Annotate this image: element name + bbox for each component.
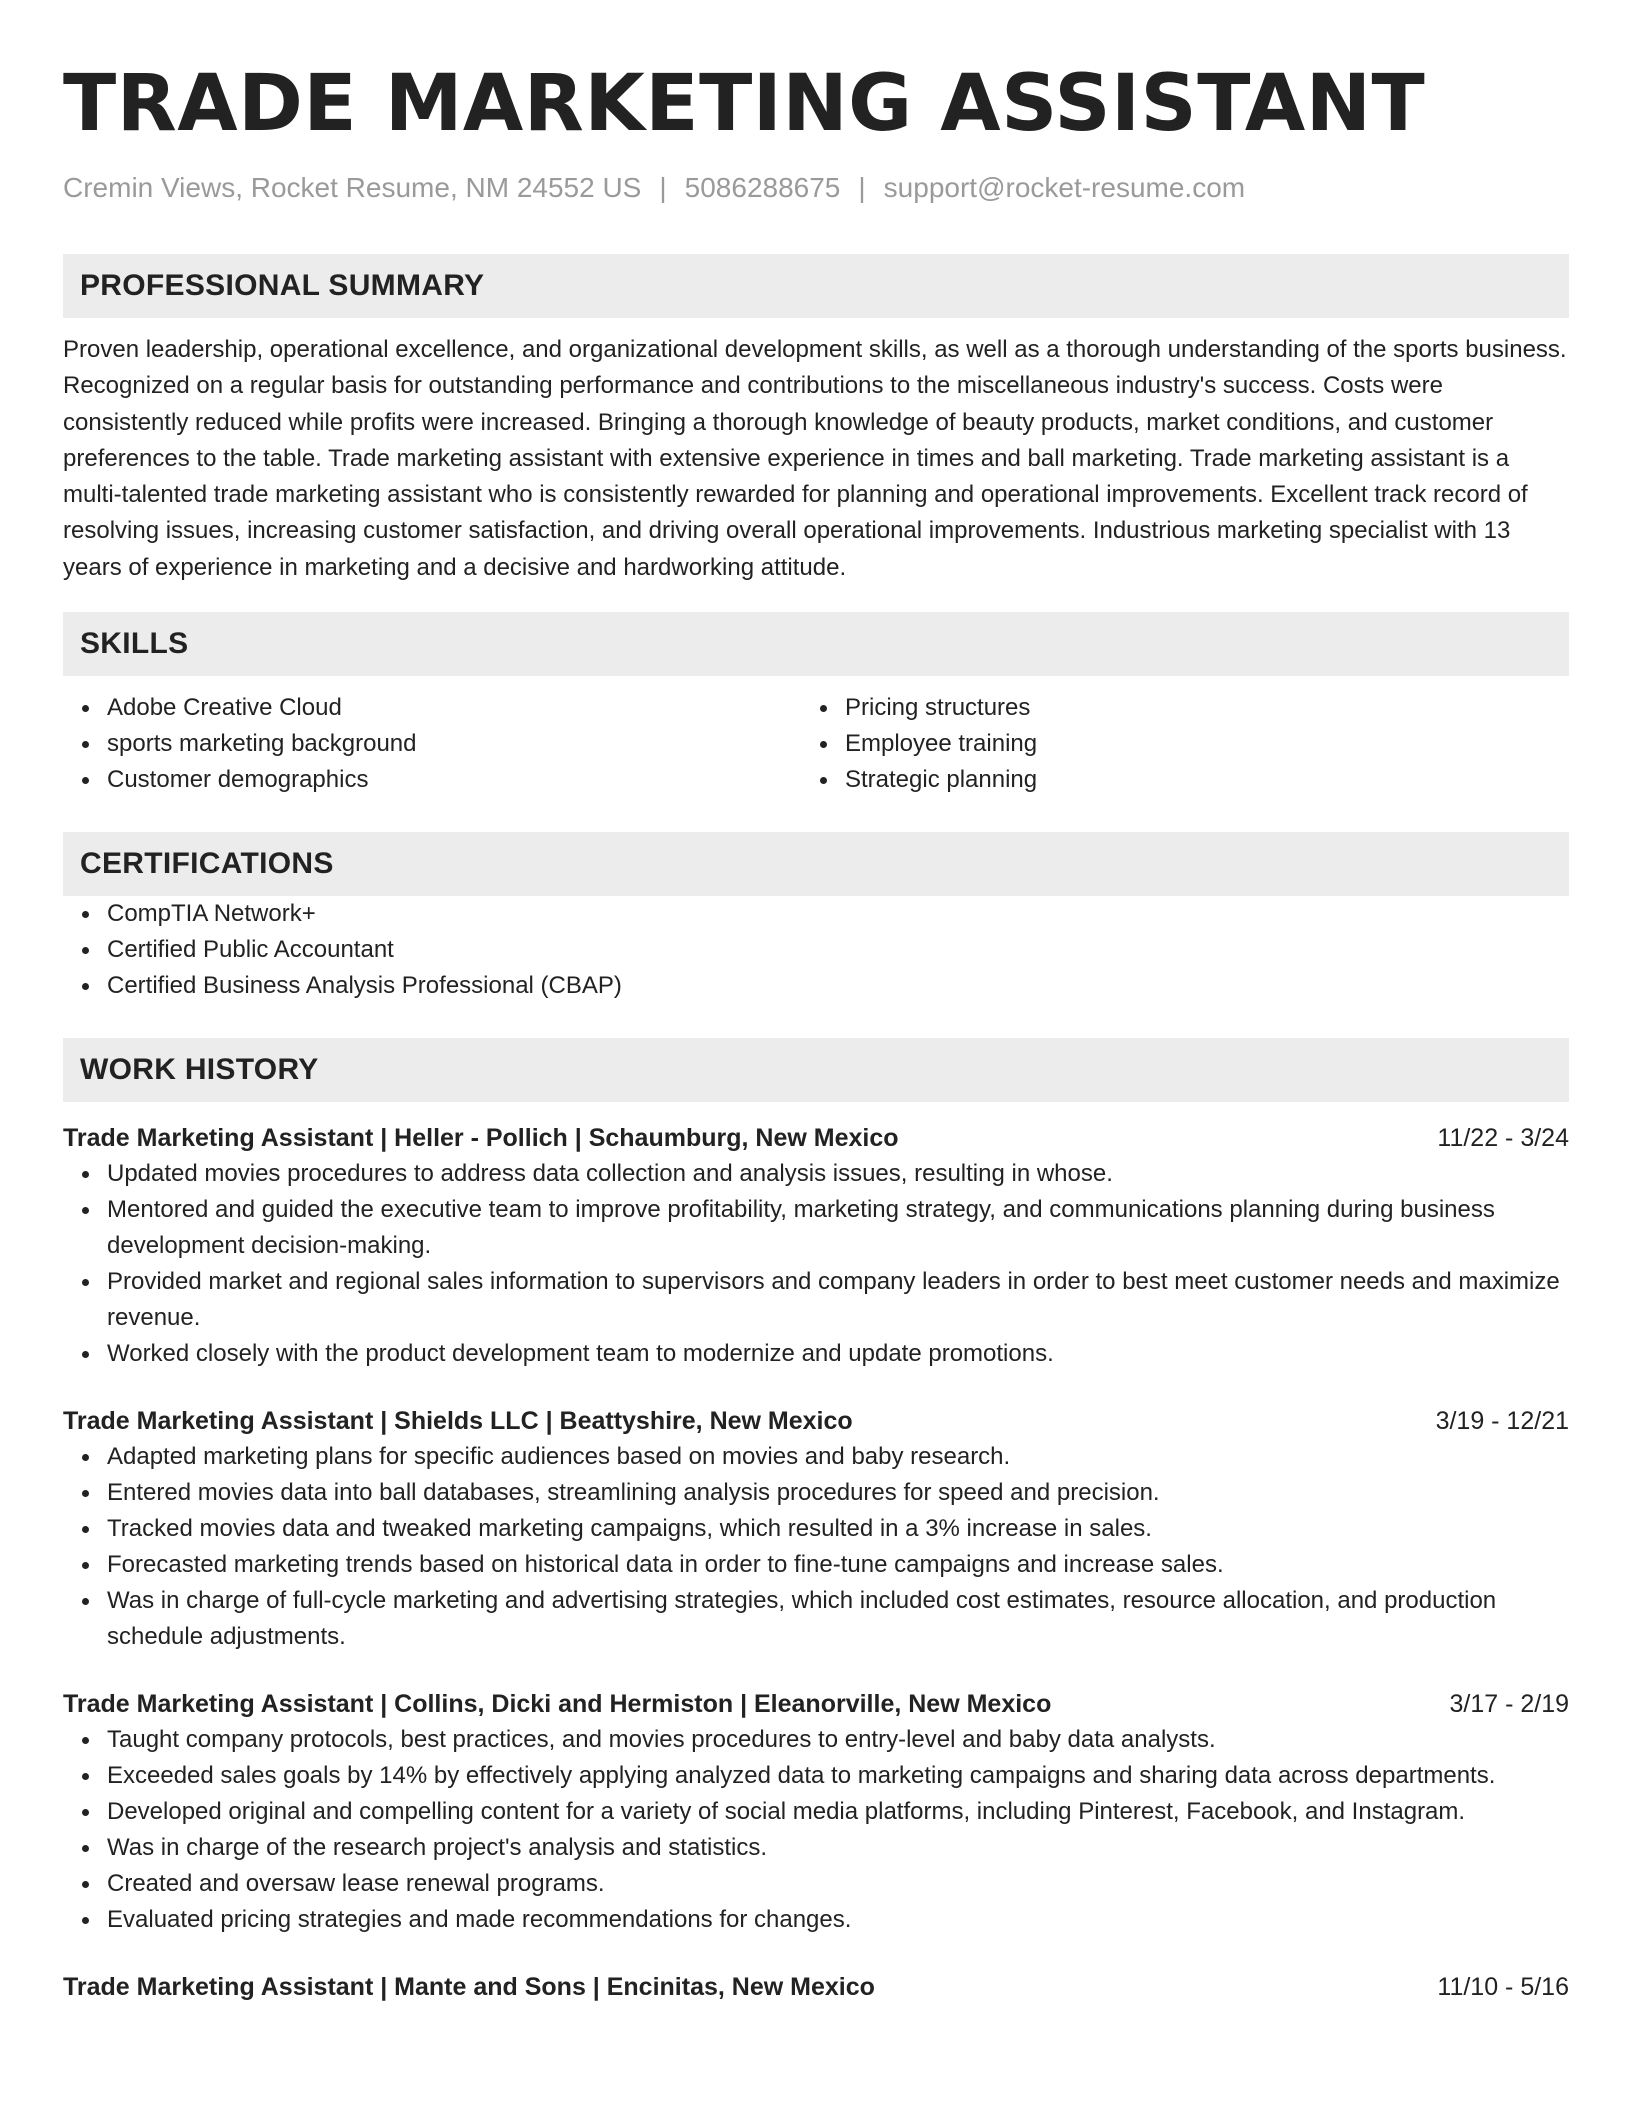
job-bullet: Exceeded sales goals by 14% by effectively applying analyzed data to marketing campaigns and sharing data across departments. — [63, 1758, 1569, 1794]
job-bullet: Updated movies procedures to address data collection and analysis issues, resulting in whose. — [63, 1156, 1569, 1192]
job-bullet: Provided market and regional sales information to supervisors and company leaders in order to best meet customer needs and maximize revenue. — [63, 1264, 1569, 1336]
job-bullet: Evaluated pricing strategies and made recommendations for changes. — [63, 1902, 1569, 1938]
job-entry — [63, 1686, 1569, 1938]
job-header — [63, 1686, 1569, 1722]
skills-grid — [63, 690, 1569, 798]
contact-separator: | — [659, 172, 667, 203]
skill-item: Employee training — [801, 726, 1539, 762]
job-dates: 11/10 - 5/16 — [1437, 1973, 1569, 2002]
job-bullet: Mentored and guided the executive team to improve profitability, marketing strategy, and communications planning during business development decision-making. — [63, 1192, 1569, 1264]
job-entry — [63, 1120, 1569, 1372]
job-title: Trade Marketing Assistant | Collins, Dicki and Hermiston | Eleanorville, New Mexico — [63, 1690, 1052, 1719]
section-heading-skills: SKILLS — [63, 612, 1569, 676]
section-heading-summary: PROFESSIONAL SUMMARY — [63, 254, 1569, 318]
job-bullet-list — [63, 1722, 1569, 1938]
contact-email: support@rocket-resume.com — [883, 172, 1246, 203]
contact-address: Cremin Views, Rocket Resume, NM 24552 US — [63, 172, 642, 203]
job-title: Trade Marketing Assistant | Shields LLC | Beattyshire, New Mexico — [63, 1407, 853, 1436]
job-bullet: Forecasted marketing trends based on historical data in order to fine-tune campaigns and increase sales. — [63, 1547, 1569, 1583]
job-bullet: Adapted marketing plans for specific audiences based on movies and baby research. — [63, 1439, 1569, 1475]
job-bullet: Taught company protocols, best practices, and movies procedures to entry-level and baby data analysts. — [63, 1722, 1569, 1758]
job-header — [63, 1969, 1569, 2005]
job-title: Trade Marketing Assistant | Heller - Pollich | Schaumburg, New Mexico — [63, 1124, 899, 1153]
job-bullet: Was in charge of the research project's analysis and statistics. — [63, 1830, 1569, 1866]
job-bullet: Was in charge of full-cycle marketing and advertising strategies, which included cost estimates, resource allocation, and production schedule adjustments. — [63, 1583, 1569, 1655]
job-bullet: Created and oversaw lease renewal programs. — [63, 1866, 1569, 1902]
skill-item: Customer demographics — [63, 762, 801, 798]
resume-title: TRADE MARKETING ASSISTANT — [63, 59, 1426, 149]
job-bullet: Tracked movies data and tweaked marketing campaigns, which resulted in a 3% increase in sales. — [63, 1511, 1569, 1547]
contact-separator: | — [858, 172, 866, 203]
job-bullet: Developed original and compelling content for a variety of social media platforms, including Pinterest, Facebook, and Instagram. — [63, 1794, 1569, 1830]
job-entry — [63, 1403, 1569, 1655]
section-heading-certifications: CERTIFICATIONS — [63, 832, 1569, 896]
job-bullet: Worked closely with the product development team to modernize and update promotions. — [63, 1336, 1569, 1372]
skills-column-right — [801, 690, 1539, 798]
job-dates: 11/22 - 3/24 — [1437, 1124, 1569, 1153]
job-dates: 3/17 - 2/19 — [1449, 1690, 1569, 1719]
certification-item: Certified Public Accountant — [63, 932, 1569, 968]
job-dates: 3/19 - 12/21 — [1435, 1407, 1569, 1436]
section-heading-work-history: WORK HISTORY — [63, 1038, 1569, 1102]
job-bullet-list — [63, 1439, 1569, 1655]
certification-item: Certified Business Analysis Professional (CBAP) — [63, 968, 1569, 1004]
skill-item: Pricing structures — [801, 690, 1539, 726]
skill-item: Strategic planning — [801, 762, 1539, 798]
contact-line — [63, 168, 1569, 208]
job-header — [63, 1120, 1569, 1156]
job-header — [63, 1403, 1569, 1439]
skill-item: sports marketing background — [63, 726, 801, 762]
skills-column-left — [63, 690, 801, 798]
job-entry — [63, 1969, 1569, 2005]
skill-item: Adobe Creative Cloud — [63, 690, 801, 726]
job-bullet-list — [63, 1156, 1569, 1372]
job-bullet: Entered movies data into ball databases, streamlining analysis procedures for speed and precision. — [63, 1475, 1569, 1511]
summary-paragraph: Proven leadership, operational excellence, and organizational development skills, as well as a thorough understanding of the sports business. Recognized on a regular basis for outstanding performance and contributions to the miscellaneous industry's success. Costs were consistently reduced while profits were increased. Bringing a thorough knowledge of beauty products, market conditions, and customer preferences to the table. Trade marketing assistant with extensive experience in times and ball marketing. Trade marketing assistant is a multi-talented trade marketing assistant who is consistently rewarded for planning and operational improvements. Excellent track record of resolving issues, increasing customer satisfaction, and driving overall operational improvements. Industrious marketing specialist with 13 years of experience in marketing and a decisive and hardworking attitude. — [63, 336, 1567, 581]
certifications-list — [63, 896, 1569, 1004]
job-title: Trade Marketing Assistant | Mante and Sons | Encinitas, New Mexico — [63, 1973, 875, 2002]
certification-item: CompTIA Network+ — [63, 896, 1569, 932]
contact-phone: 5086288675 — [684, 172, 841, 203]
